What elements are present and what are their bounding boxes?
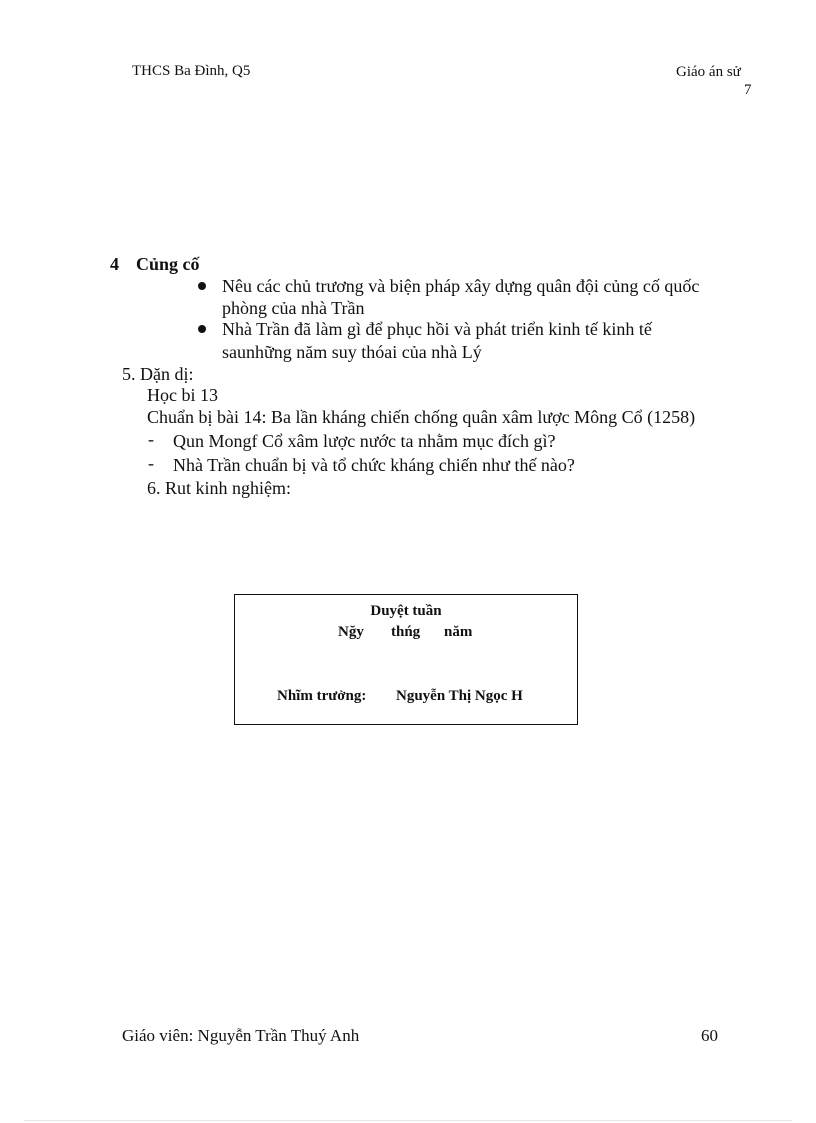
section5-line1: Học bi 13 [147, 385, 218, 405]
section5-line2: Chuẩn bị bài 14: Ba lần kháng chiến chống quân xâm lược Mông Cổ (1258) [147, 407, 696, 427]
section5-heading: 5. Dặn dị: [122, 364, 194, 384]
footer-teacher: Giáo viên: Nguyễn Trần Thuý Anh [122, 1026, 360, 1045]
dash-item-2: Nhà Trần chuẩn bị và tổ chức kháng chiến như thế nào? [173, 455, 575, 475]
approval-date-month: thńg [391, 624, 421, 640]
section4-title: Củng cố [136, 254, 200, 274]
approval-name: Nguyễn Thị Ngọc H [396, 688, 523, 704]
dash-item-1: Qun Mongf Cổ xâm lược nước ta nhằm mục đích gì? [173, 431, 556, 451]
bullet-dot-icon [198, 282, 206, 290]
header-school: THCS Ba Đình, Q5 [132, 63, 251, 79]
header-grade: 7 [744, 82, 752, 98]
approval-box [234, 594, 578, 725]
item-6-rut-kinh-nghiem: 6. Rut kinh nghiệm: [147, 478, 291, 498]
approval-role-label: Nhĩm trưởng: [277, 688, 367, 704]
section4-number: 4 [110, 254, 119, 274]
dash-bullet-icon: - [148, 453, 154, 473]
header-subject: Giáo án sử [676, 64, 741, 80]
bullet-1-line2: phòng của nhà Trần [222, 298, 365, 318]
approval-date-day: Nğy [338, 624, 364, 640]
bullet-dot-icon [198, 325, 206, 333]
footer-page-number: 60 [701, 1026, 718, 1045]
approval-title: Duyệt tuần [370, 603, 442, 619]
bullet-1-line1: Nêu các chủ trương và biện pháp xây dựng quân đội củng cố quốc [222, 276, 700, 296]
bullet-2-line2: saunhững năm suy thóai của nhà Lý [222, 342, 482, 362]
dash-bullet-icon: - [148, 429, 154, 449]
page-bottom-edge [24, 1120, 792, 1121]
bullet-2-line1: Nhà Trần đã làm gì để phục hồi và phát triển kinh tế kinh tế [222, 319, 652, 339]
approval-date-year: năm [444, 624, 473, 640]
